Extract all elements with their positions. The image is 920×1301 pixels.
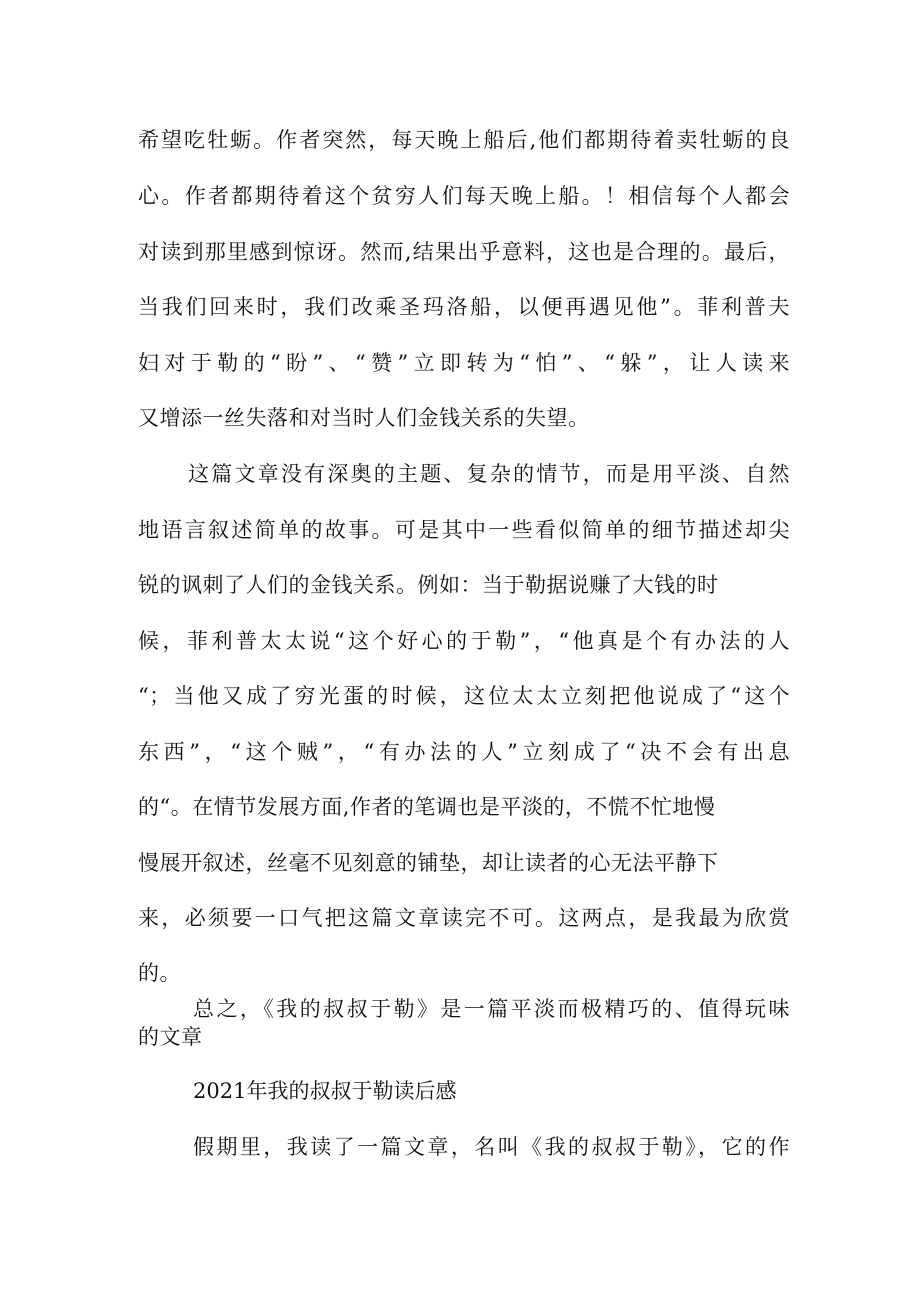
text-line: 来，必须要一口气把这篇文章读完不可。这两点，是我最为欣赏	[138, 906, 790, 930]
text-line: 的“。在情节发展方面,作者的笔调也是平淡的，不慌不忙地慢	[138, 795, 716, 819]
text-line: 的文章	[138, 1025, 203, 1049]
text-line: 候，菲利普太太说“这个好心的于勒”，“他真是个有办法的人	[138, 629, 790, 653]
section-title: 2021年我的叔叔于勒读后感	[193, 1079, 457, 1103]
text-line: 又增添一丝失落和对当时人们金钱关系的失望。	[138, 406, 590, 430]
text-line: 慢展开叙述，丝毫不见刻意的铺垫，却让读者的心无法平静下	[138, 851, 719, 875]
text-line: 锐的讽刺了人们的金钱关系。例如：当于勒据说赚了大钱的时	[138, 573, 719, 597]
text-line: 假期里，我读了一篇文章，名叫《我的叔叔于勒》，它的作	[193, 1135, 790, 1159]
text-line: 这篇文章没有深奥的主题、复杂的情节，而是用平淡、自然	[188, 462, 790, 486]
text-line: 心。作者都期待着这个贫穷人们每天晚上船。！相信每个人都会	[138, 184, 790, 208]
text-line: 希望吃牡蛎。作者突然，每天晚上船后,他们都期待着卖牡蛎的良	[138, 128, 790, 152]
text-line: 当我们回来时，我们改乘圣玛洛船，以便再遇见他”。菲利普夫	[138, 295, 790, 319]
text-line: 总之，《我的叔叔于勒》是一篇平淡而极精巧的、值得玩味	[193, 997, 790, 1021]
text-line: 的。	[138, 961, 181, 985]
text-line: 对读到那里感到惊讶。然而,结果出乎意料，这也是合理的。最后，	[138, 240, 790, 264]
text-line: 妇对于勒的“盼”、“赞”立即转为“怕”、“躲”，让人读来	[138, 351, 790, 375]
text-line: 地语言叙述简单的故事。可是其中一些看似简单的细节描述却尖	[138, 518, 790, 542]
text-line: 东西”，“这个贼”，“有办法的人”立刻成了“决不会有出息	[138, 740, 790, 764]
text-line: “；当他又成了穷光蛋的时候，这位太太立刻把他说成了“这个	[138, 684, 790, 708]
